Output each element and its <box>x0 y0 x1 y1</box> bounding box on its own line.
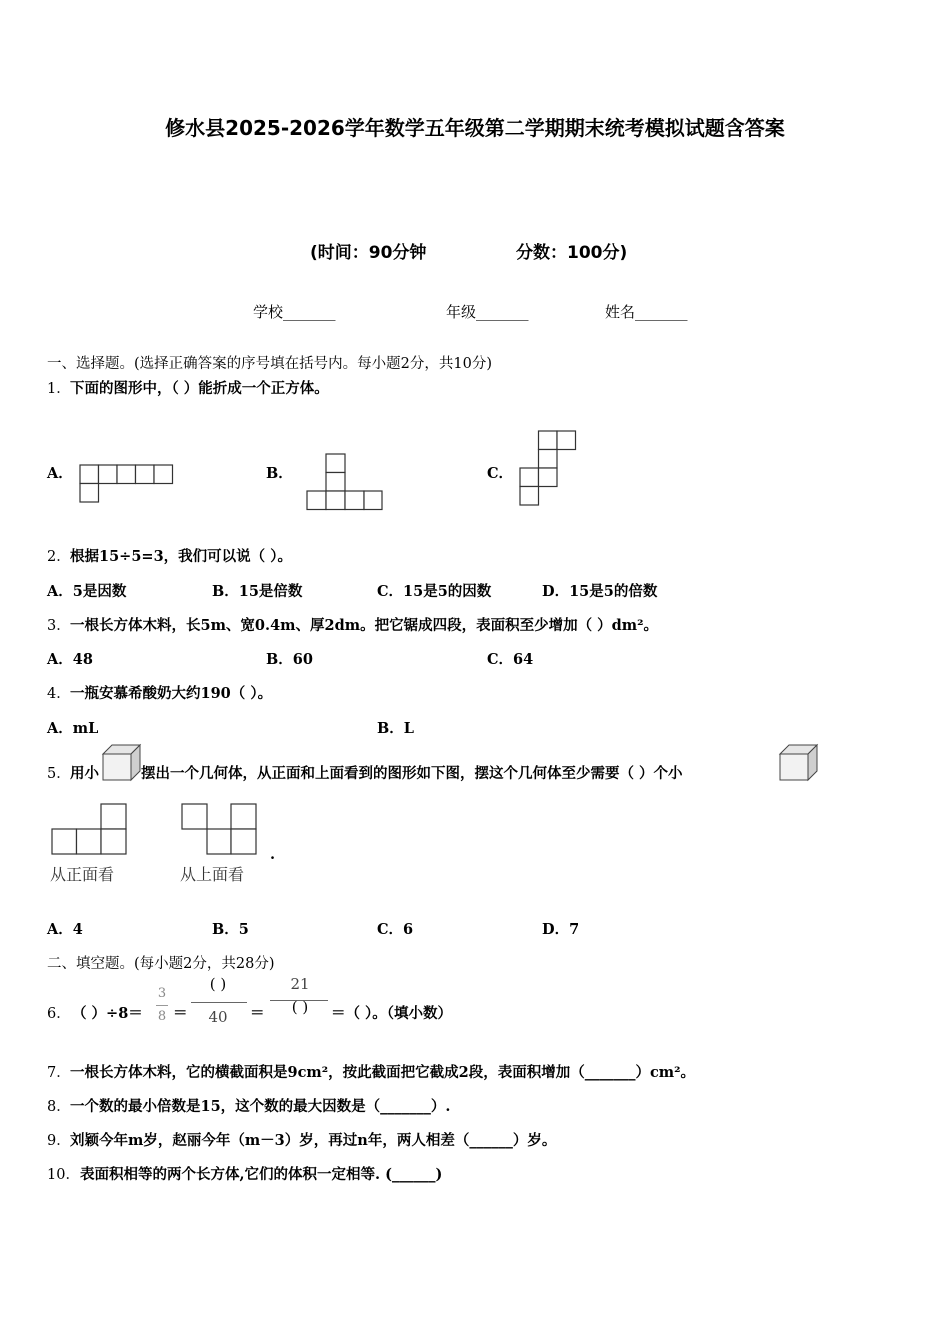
q5-option-b: B．5 <box>212 921 249 938</box>
front-view-cell <box>101 804 126 829</box>
net-a-cell <box>80 465 99 484</box>
section-one-heading: 一、选择题。(选择正确答案的序号填在括号内。每小题2分，共10分) <box>47 356 492 372</box>
net-c-cell <box>520 468 539 487</box>
q2-option-a: A．5是因数 <box>47 583 127 600</box>
exam-time: (时间：90分钟 <box>310 243 427 263</box>
net-a-cell <box>80 484 99 503</box>
net-c-cell <box>520 487 539 506</box>
front-view-cell <box>52 829 77 854</box>
net-a-cell <box>99 465 118 484</box>
q6-frac1-bar <box>156 1005 168 1006</box>
q3-number: 3． <box>47 618 71 634</box>
front-view-cell <box>101 829 126 854</box>
net-c-cell <box>539 468 558 487</box>
q9-number: 9． <box>47 1133 71 1149</box>
q1-option-a-label: A． <box>47 465 73 482</box>
q2-number: 2． <box>47 549 71 565</box>
q6-frac2-numerator: ( ) <box>209 975 227 993</box>
q6-part1: （ ）÷8＝ <box>72 1005 143 1022</box>
q10-text: 表面积相等的两个长方体,它们的体积一定相等. (______) <box>80 1166 443 1183</box>
q1-net-a <box>80 465 175 505</box>
top-view-cell <box>182 804 207 829</box>
q7-number: 7． <box>47 1065 71 1081</box>
net-c-cell <box>557 431 576 450</box>
q9-text: 刘颖今年m岁，赵丽今年（m－3）岁，再过n年，两人相差（______）岁。 <box>70 1132 557 1149</box>
net-a-cell <box>154 465 173 484</box>
q2-option-d: D．15是5的倍数 <box>542 583 658 600</box>
page-title: 修水县2025-2026学年数学五年级第二学期期末统考模拟试题含答案 <box>165 116 785 140</box>
q4-option-b: B．L <box>377 720 414 737</box>
net-b-cell <box>307 491 326 510</box>
net-b-cell <box>345 491 364 510</box>
q1-text: 下面的图形中，（ ）能折成一个正方体。 <box>70 380 329 397</box>
net-b-cell <box>326 491 345 510</box>
q1-number: 1． <box>47 381 71 397</box>
q2-option-b: B．15是倍数 <box>212 583 303 600</box>
q5-number: 5． <box>47 766 71 782</box>
q2-text: 根据15÷5=3，我们可以说（ ）。 <box>70 548 292 565</box>
net-c-cell <box>539 431 558 450</box>
q4-text: 一瓶安慕希酸奶大约190（ ）。 <box>70 685 273 702</box>
q3-option-a: A．48 <box>47 651 93 668</box>
q1-net-b <box>307 454 383 512</box>
q8-text: 一个数的最小倍数是15，这个数的最大因数是（_______）. <box>70 1098 451 1115</box>
q5-option-c: C．6 <box>377 921 414 938</box>
q6-frac3-denominator: ( ) <box>291 998 309 1016</box>
top-view-cell <box>207 829 231 854</box>
net-c-cell <box>539 450 558 469</box>
exam-score: 分数：100分) <box>516 243 628 263</box>
front-view-label: 从正面看 <box>50 865 115 884</box>
net-b-cell <box>326 473 345 492</box>
q6-equals-1: ＝ <box>173 1005 188 1022</box>
cube-icon <box>103 745 141 781</box>
q6-equals-2: ＝ <box>250 1005 265 1022</box>
q8-number: 8． <box>47 1099 71 1115</box>
q5-period: . <box>270 846 276 863</box>
net-a-cell <box>136 465 155 484</box>
net-b-cell <box>326 454 345 473</box>
net-a-cell <box>117 465 136 484</box>
q5-text-start: 用小 <box>70 765 99 782</box>
q6-frac1-denominator: 8 <box>157 1009 167 1024</box>
q3-option-b: B．60 <box>266 651 313 668</box>
grade-field: 年级_______ <box>446 303 529 321</box>
front-view-figure <box>50 802 140 888</box>
top-view-label: 从上面看 <box>180 865 245 884</box>
name-field: 姓名_______ <box>605 303 688 321</box>
section-two-heading: 二、填空题。(每小题2分，共28分) <box>47 956 275 972</box>
top-view-figure <box>180 802 270 888</box>
q1-option-b-label: B． <box>266 465 293 482</box>
front-view-cell <box>77 829 102 854</box>
school-field: 学校_______ <box>253 303 336 321</box>
q4-option-a: A．mL <box>47 720 99 737</box>
q5-option-a: A．4 <box>47 921 83 938</box>
q6-frac2-denominator: 40 <box>208 1008 228 1026</box>
q6-number: 6． <box>47 1006 71 1022</box>
q3-text: 一根长方体木料，长5m、宽0.4m、厚2dm。把它锯成四段，表面积至少增加（ ）dm²。 <box>70 617 658 634</box>
q4-number: 4． <box>47 686 71 702</box>
q3-option-c: C．64 <box>487 651 534 668</box>
q6-frac1-numerator: 3 <box>157 986 167 1001</box>
q6-part2: ＝（ ）。（填小数） <box>331 1005 453 1022</box>
top-view-cell <box>231 829 256 854</box>
q5-text-main: 摆出一个几何体，从正面和上面看到的图形如下图，摆这个几何体至少需要（ ）个小 <box>141 765 683 782</box>
q7-text: 一根长方体木料，它的横截面积是9cm²，按此截面把它截成2段，表面积增加（_______）cm²。 <box>70 1064 695 1081</box>
q6-frac3-numerator: 21 <box>290 975 310 993</box>
q1-option-c-label: C． <box>487 465 514 482</box>
q6-frac2-bar <box>191 1002 247 1003</box>
q5-option-d: D．7 <box>542 921 580 938</box>
q2-option-c: C．15是5的因数 <box>377 583 492 600</box>
q1-net-c <box>520 431 578 507</box>
net-b-cell <box>364 491 382 510</box>
cube-icon <box>780 745 818 781</box>
top-view-cell <box>231 804 256 829</box>
q10-number: 10． <box>47 1167 80 1183</box>
